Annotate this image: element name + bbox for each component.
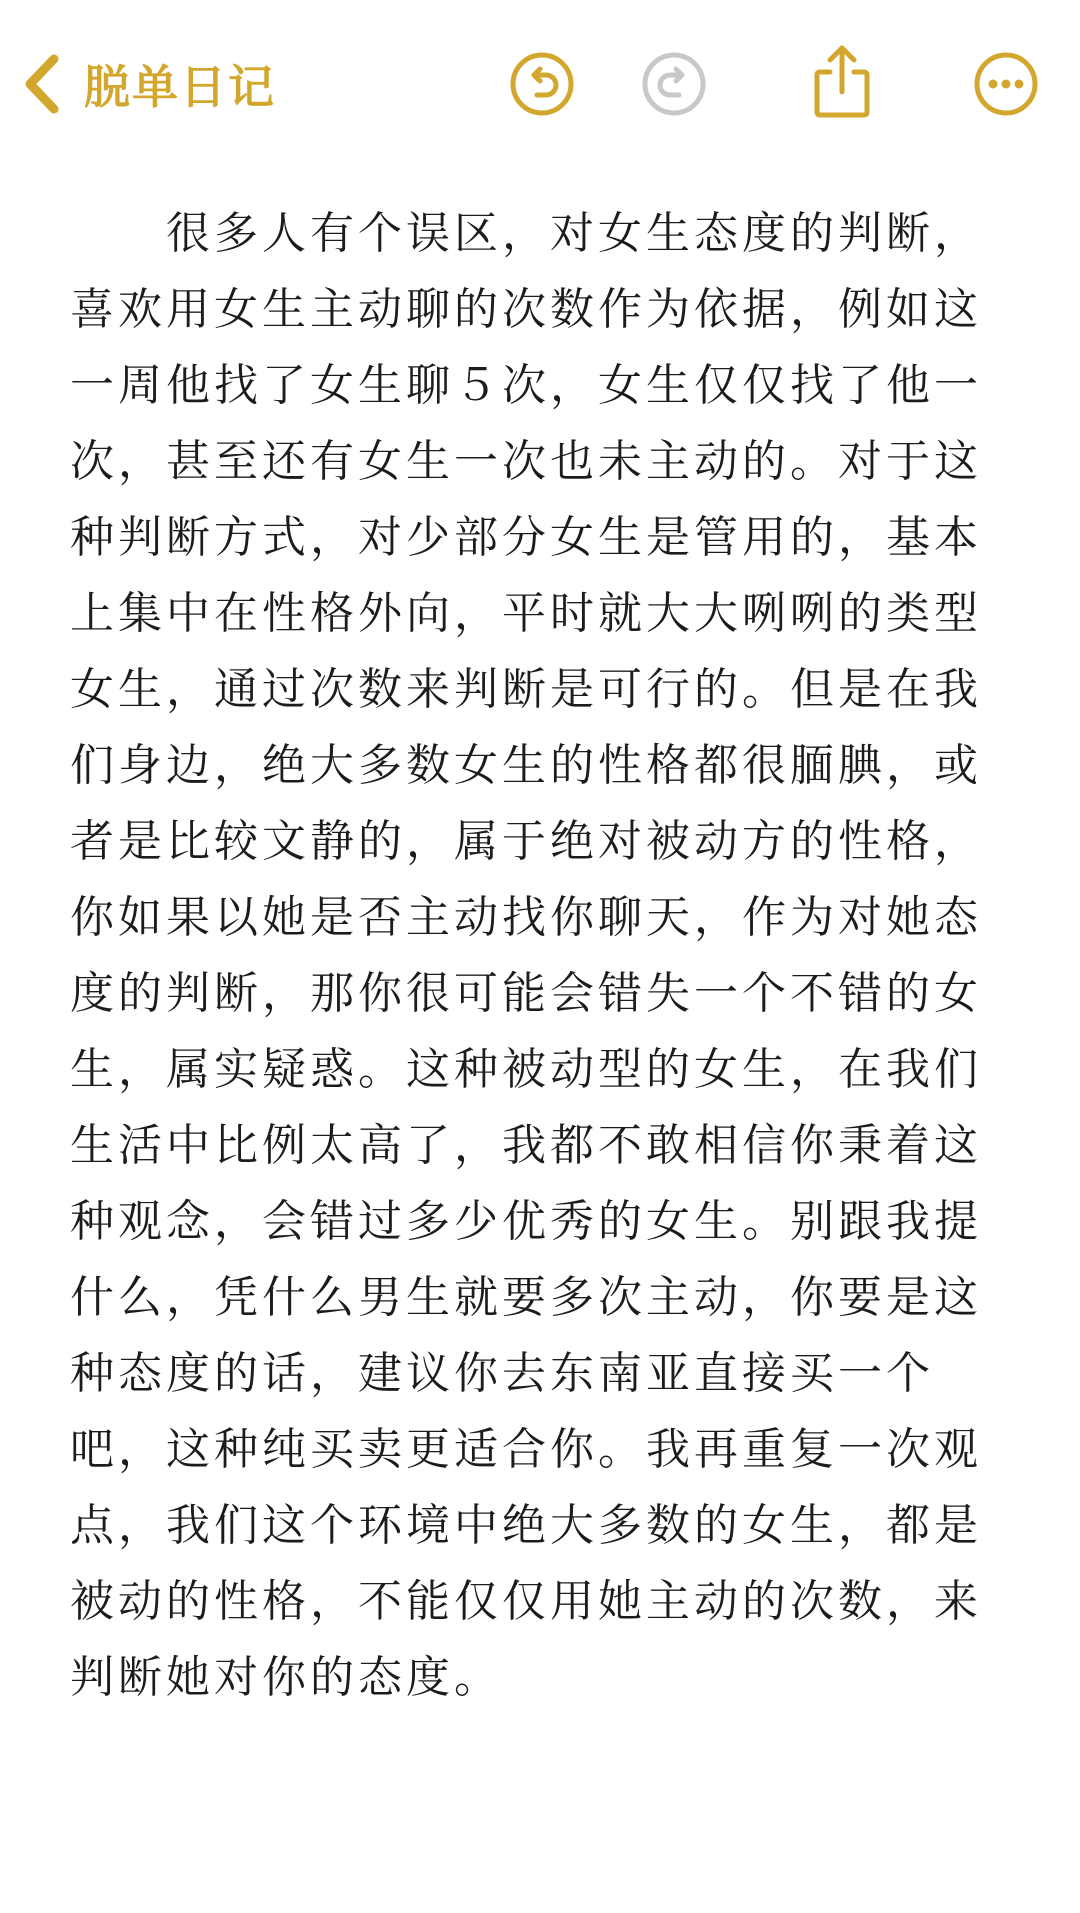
more-icon xyxy=(972,50,1040,118)
back-label: 脱单日记 xyxy=(84,60,276,114)
navigation-bar xyxy=(0,0,1080,170)
note-body-text[interactable]: 很多人有个误区，对女生态度的判断，喜欢用女生主动聊的次数作为依据，例如这一周他找了女生聊５次，女生仅仅找了他一次，甚至还有女生一次也未主动的。对于这种判断方式，对少部分女生是管用的，基本上集中在性格外向，平时就大大咧咧的类型女生，通过次数来判断是可行的。但是在我们身边，绝大多数女生的性格都很腼腆，或者是比较文静的，属于绝对被动方的性格，你如果以她是否主动找你聊天，作为对她态度的判断，那你很可能会错失一个不错的女生，属实疑惑。这种被动型的女生，在我们生活中比例太高了，我都不敢相信你秉着这种观念，会错过多少优秀的女生。别跟我提什么，凭什么男生就要多次主动，你要是这种态度的话，建议你去东南亚直接买一个吧，这种纯买卖更适合你。我再重复一次观点，我们这个环境中绝大多数的女生，都是被动的性格，不能仅仅用她主动的次数，来判断她对你的态度。 xyxy=(70,208,982,1703)
chevron-left-icon xyxy=(22,53,62,115)
back-button[interactable] xyxy=(22,48,276,120)
more-button[interactable] xyxy=(972,50,1040,118)
undo-button[interactable] xyxy=(508,50,576,118)
share-icon xyxy=(808,42,876,120)
redo-icon xyxy=(640,50,708,118)
undo-icon xyxy=(508,50,576,118)
share-button[interactable] xyxy=(808,42,876,120)
redo-button[interactable] xyxy=(640,50,708,118)
